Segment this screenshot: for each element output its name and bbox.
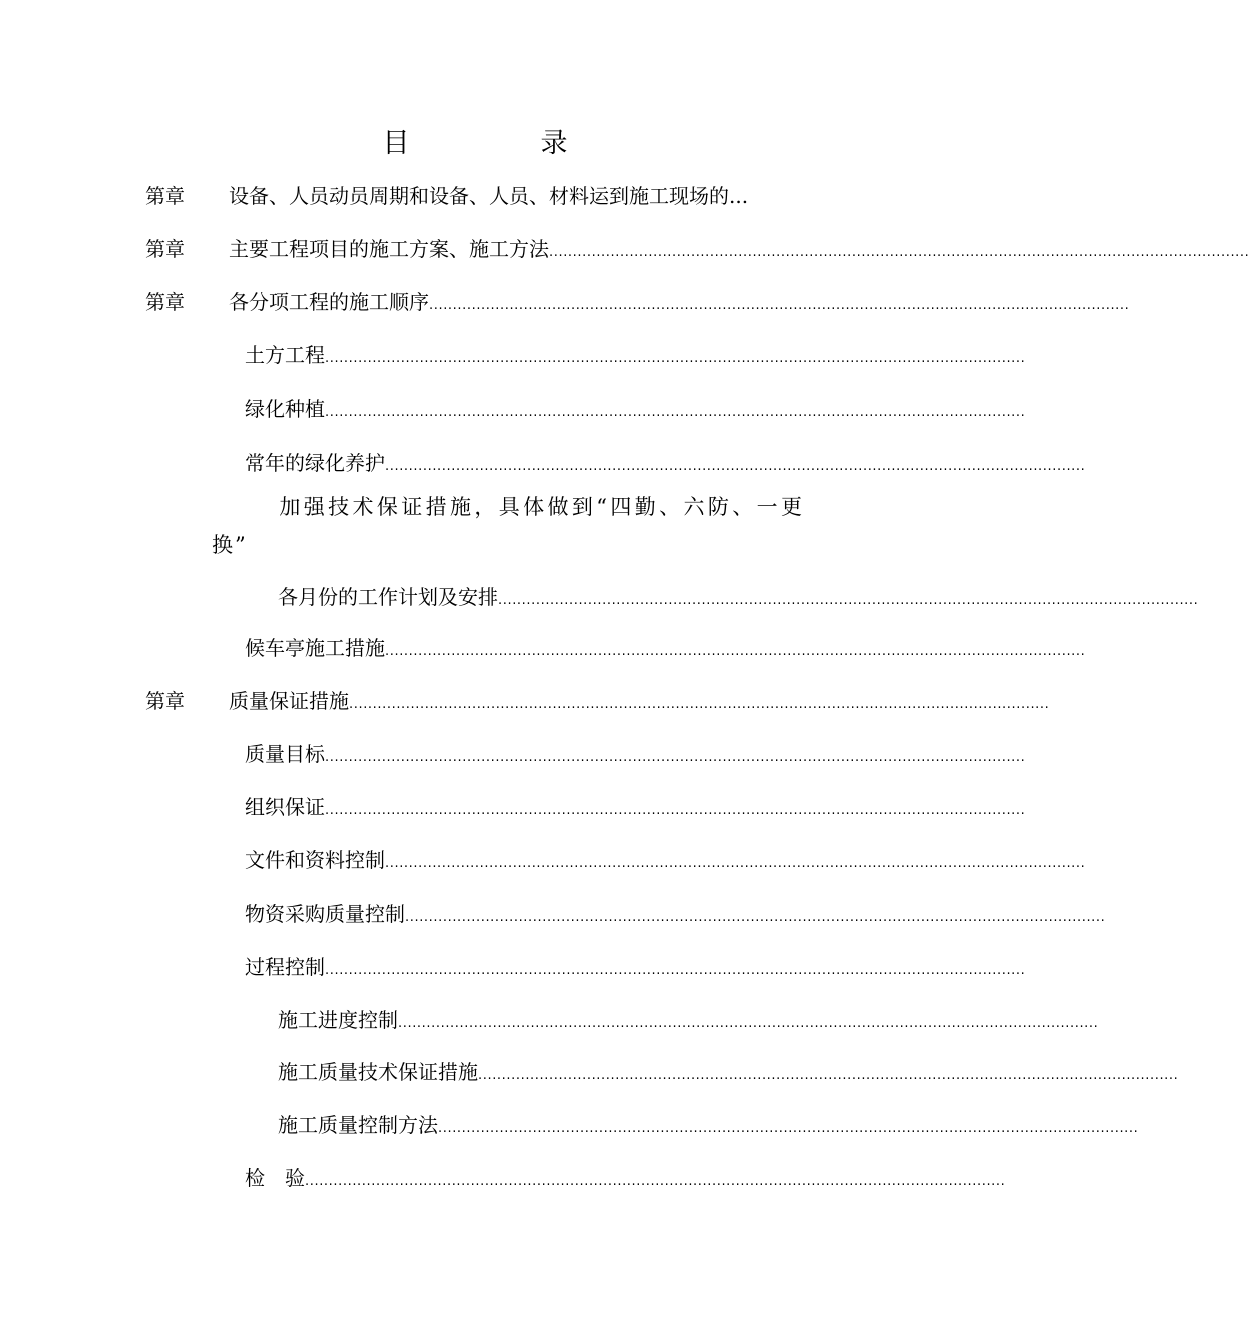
entry-title: 检 验: [245, 1166, 305, 1190]
toc-entry-wrapped[interactable]: [212, 488, 804, 564]
entry-title: 施工质量技术保证措施: [278, 1060, 478, 1084]
dot-leader: ....................................................................................................................................................: [325, 803, 1026, 818]
toc-entry[interactable]: [245, 341, 1026, 369]
dot-leader: ....................................................................................................................................................: [405, 910, 1106, 925]
dot-leader: ....................................................................................................................................................: [385, 644, 1086, 659]
dot-leader: ....................................................................................................................................................: [325, 750, 1026, 765]
dot-leader: ....................................................................................................................................................: [498, 593, 1199, 608]
entry-title: 土方工程: [245, 343, 325, 367]
dot-leader: ....................................................................................................................................................: [429, 298, 1130, 313]
toc-entry[interactable]: [245, 449, 1086, 477]
toc-entry[interactable]: [278, 1006, 1099, 1034]
entry-title: 加强技术保证措施，具体做到“四勤、六防、一更换”: [212, 495, 804, 557]
dot-leader: ....................................................................................................................................................: [398, 1016, 1099, 1031]
dot-leader: ....................................................................................................................................................: [549, 245, 1249, 260]
toc-entry[interactable]: [245, 953, 1026, 981]
chapter-label: 第章: [145, 290, 185, 314]
entry-title: 各分项工程的施工顺序: [229, 290, 429, 314]
dot-leader: ....................................................................................................................................................: [385, 459, 1086, 474]
entry-title: 绿化种植: [245, 397, 325, 421]
entry-title: 设备、人员动员周期和设备、人员、材料运到施工现场的...: [229, 184, 749, 208]
toc-entry[interactable]: [245, 395, 1026, 423]
toc-entry[interactable]: [145, 182, 804, 210]
toc-entry[interactable]: [245, 900, 1106, 928]
toc-entry[interactable]: [245, 1164, 1006, 1192]
dot-leader: ....................................................................................................................................................: [325, 351, 1026, 366]
entry-title: 常年的绿化养护: [245, 451, 385, 475]
toc-entry[interactable]: [245, 846, 1086, 874]
toc-entry[interactable]: [278, 1111, 1139, 1139]
entry-title: 各月份的工作计划及安排: [278, 585, 498, 609]
toc-entry[interactable]: [145, 687, 1050, 715]
chapter-label: 第章: [145, 237, 185, 261]
entry-title: 过程控制: [245, 955, 325, 979]
entry-title: 文件和资料控制: [245, 848, 385, 872]
toc-entry[interactable]: [145, 288, 1130, 316]
toc-title: 目 录: [382, 128, 620, 159]
dot-leader: ....................................................................................................................................................: [349, 697, 1050, 712]
toc-entry[interactable]: [278, 583, 1199, 611]
toc-entry[interactable]: [145, 235, 1249, 263]
dot-leader: ....................................................................................................................................................: [325, 405, 1026, 420]
entry-title: 组织保证: [245, 795, 325, 819]
entry-title: 质量目标: [245, 742, 325, 766]
entry-title: 物资采购质量控制: [245, 902, 405, 926]
dot-leader: ....................................................................................................................................................: [325, 963, 1026, 978]
entry-title: 候车亭施工措施: [245, 636, 385, 660]
dot-leader: ....................................................................................................................................................: [438, 1121, 1139, 1136]
dot-leader: ....................................................................................................................................................: [478, 1068, 1179, 1083]
chapter-label: 第章: [145, 184, 185, 208]
toc-entry[interactable]: [245, 740, 1026, 768]
dot-leader: ....................................................................................................................................................: [305, 1174, 1006, 1189]
entry-title: 施工进度控制: [278, 1008, 398, 1032]
dot-leader: ....................................................................................................................................................: [385, 856, 1086, 871]
entry-title: 主要工程项目的施工方案、施工方法: [229, 237, 549, 261]
entry-title: 施工质量控制方法: [278, 1113, 438, 1137]
chapter-label: 第章: [145, 689, 185, 713]
toc-entry[interactable]: [278, 1058, 1179, 1086]
toc-entry[interactable]: [245, 793, 1026, 821]
toc-entry[interactable]: [245, 634, 1086, 662]
entry-title: 质量保证措施: [229, 689, 349, 713]
